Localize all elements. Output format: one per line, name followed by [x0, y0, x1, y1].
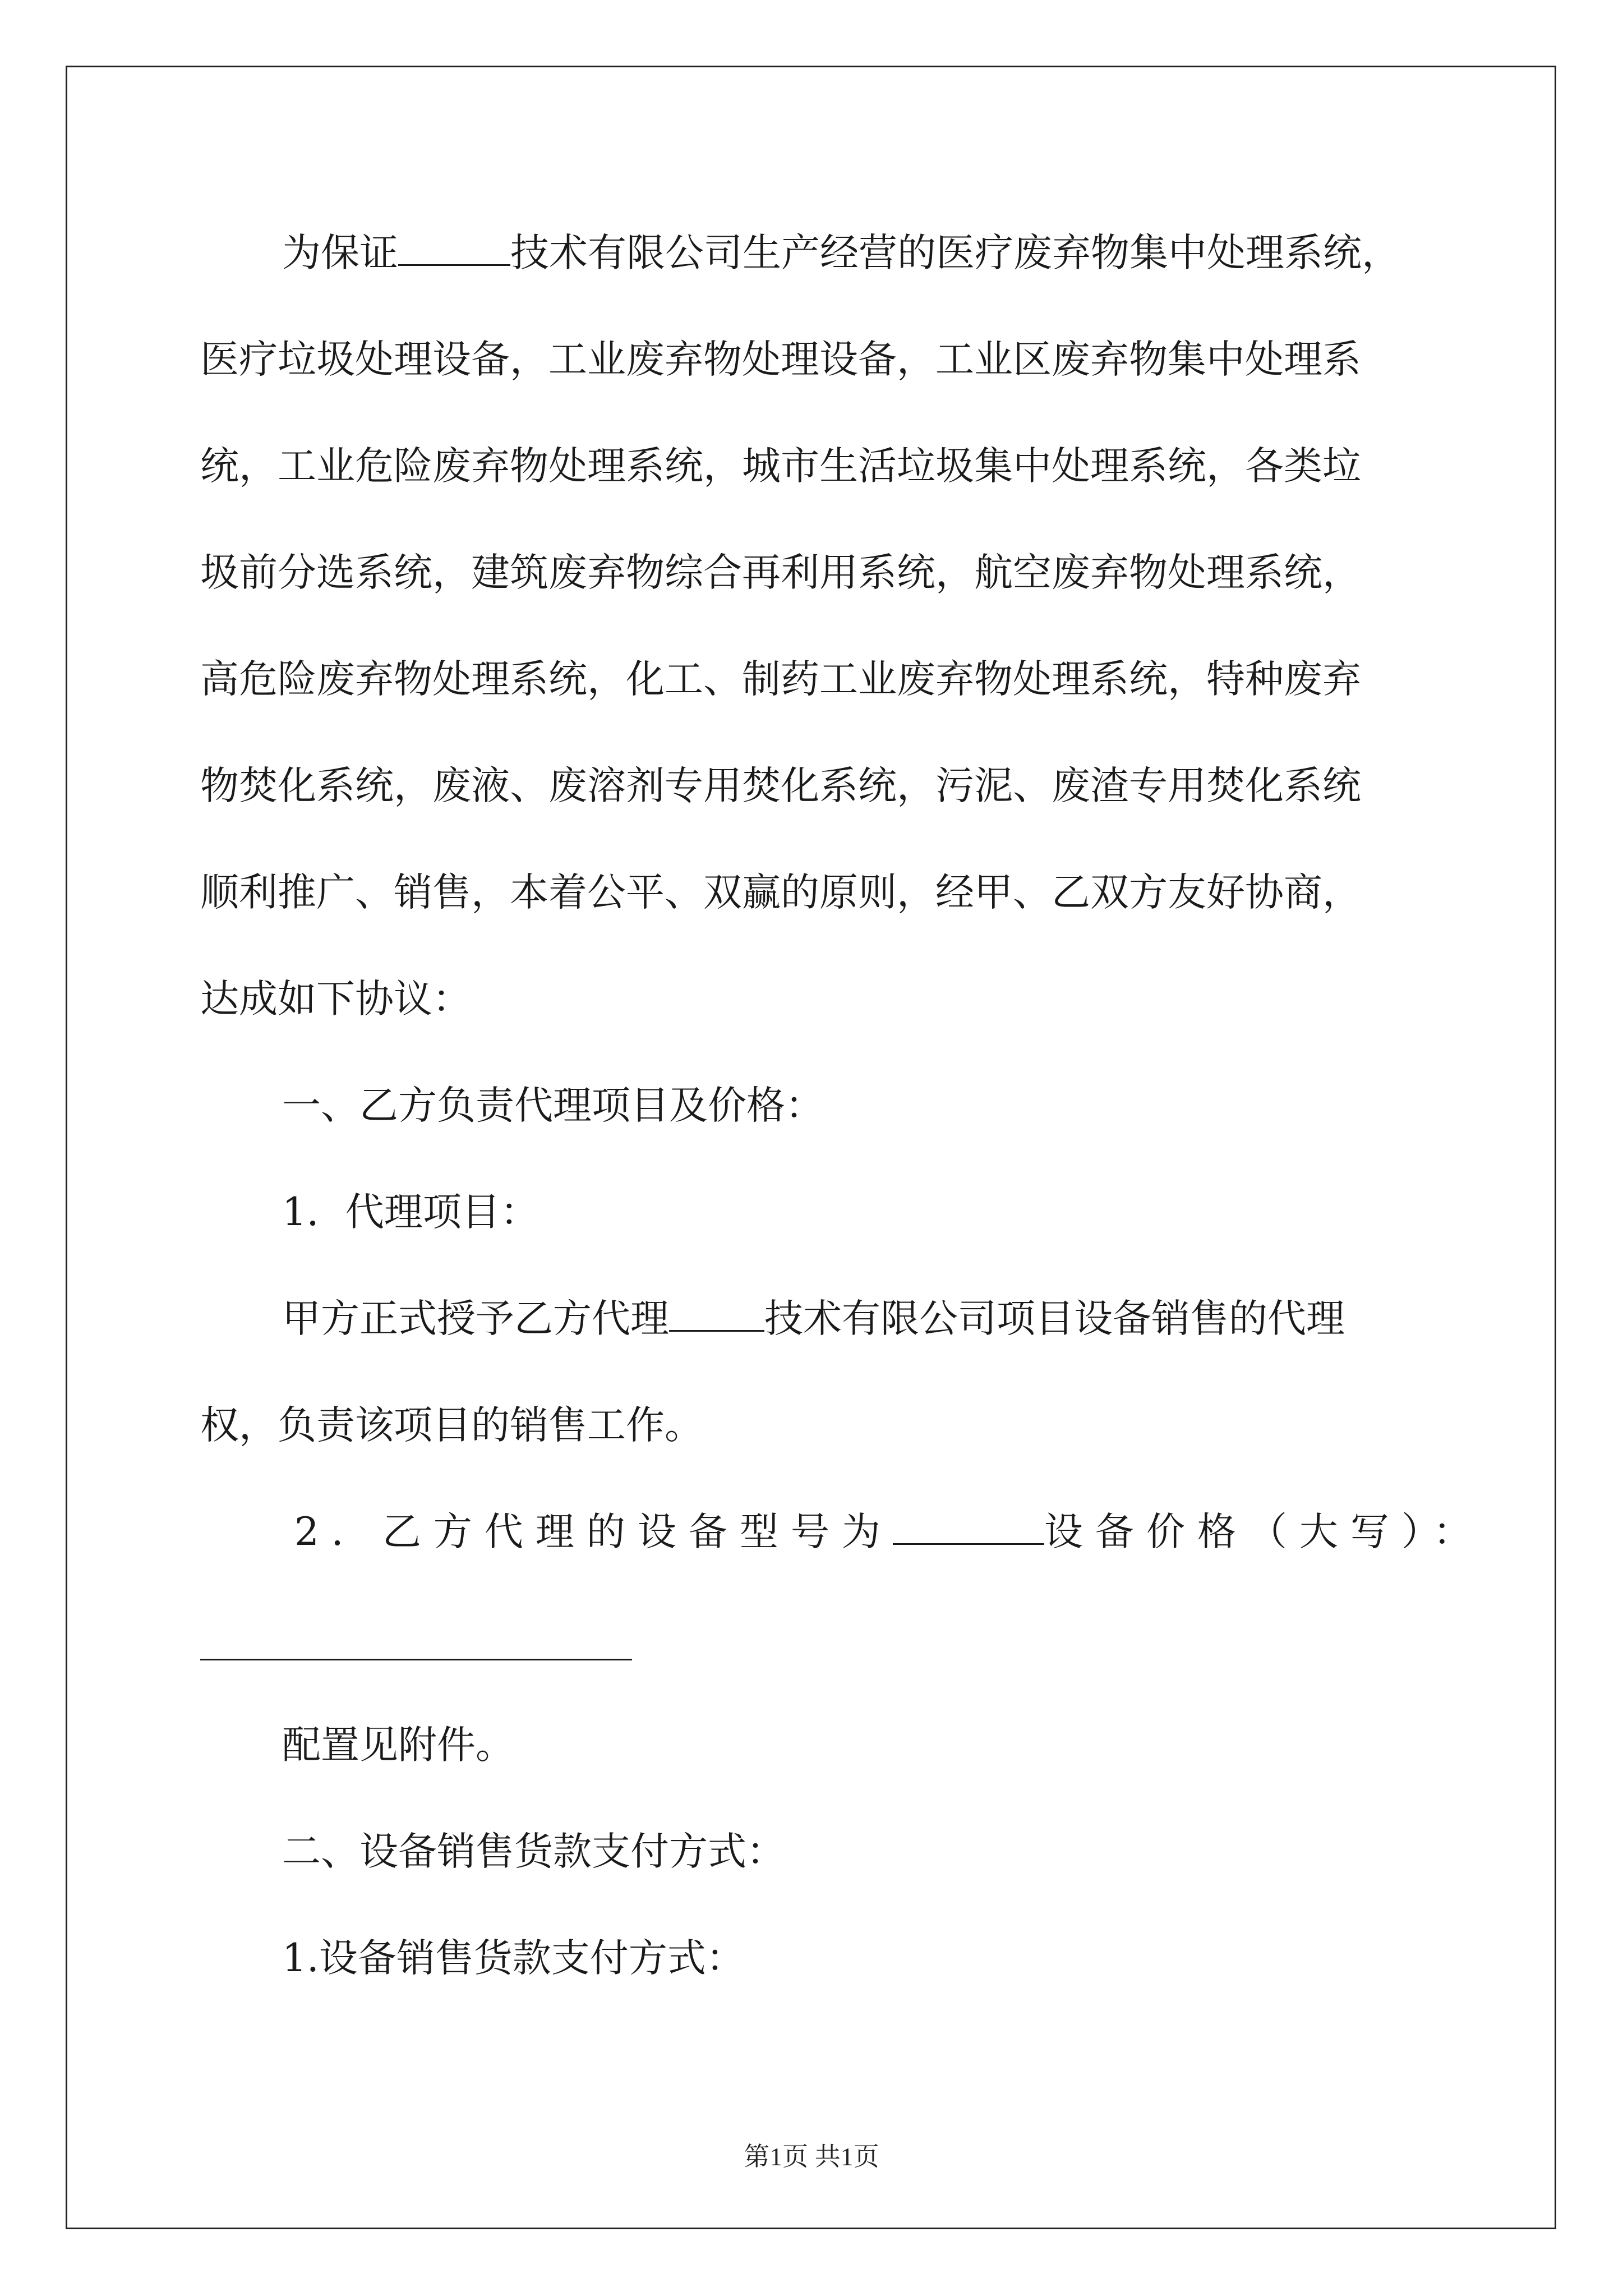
company-blank-2[interactable] [669, 1295, 764, 1332]
company-blank-1[interactable] [398, 229, 510, 266]
page-footer: 第1页 共1页 [744, 2142, 879, 2171]
intro-line-1 [282, 200, 1400, 306]
intro-line-1-b: 技术有限公司生产经营的医疗废弃物集中处理系统， [510, 231, 1400, 275]
intro-line-8: 达成如下协议： [200, 977, 471, 1022]
intro-line-6: 物焚化系统，废液、废溶剂专用焚化系统，污泥、废渣专用焚化系统 [200, 763, 1361, 808]
section-1-item-2 [294, 1479, 1484, 1585]
item-2-b: 设备价格（大写）： [1044, 1510, 1484, 1554]
intro-line-2: 医疗垃圾处理设备，工业废弃物处理设备，工业区废弃物集中处理系 [200, 337, 1361, 382]
section-1-item-1-body-cont: 权，负责该项目的销售工作。 [200, 1403, 703, 1448]
section-2-item-1-title: 1.设备销售货款支付方式： [282, 1936, 745, 1981]
section-1-config: 配置见附件。 [282, 1723, 514, 1768]
section-1-item-1-body [282, 1266, 1345, 1372]
section-2-heading: 二、设备销售货款支付方式： [282, 1829, 785, 1874]
intro-line-7: 顺利推广、销售，本着公平、双赢的原则，经甲、乙双方友好协商， [200, 870, 1361, 915]
item-1-body-b: 技术有限公司项目设备销售的代理 [764, 1296, 1345, 1341]
intro-line-5: 高危险废弃物处理系统，化工、制药工业废弃物处理系统，特种废弃 [200, 657, 1361, 702]
model-blank[interactable] [893, 1508, 1044, 1545]
item-1-body-a: 甲方正式授予乙方代理 [282, 1296, 669, 1341]
item-2-a: 2．乙方代理的设备型号为 [294, 1510, 893, 1554]
intro-line-3: 统，工业危险废弃物处理系统，城市生活垃圾集中处理系统，各类垃 [200, 444, 1361, 489]
price-blank[interactable] [200, 1659, 632, 1660]
intro-line-4: 圾前分选系统，建筑废弃物综合再利用系统，航空废弃物处理系统， [200, 550, 1361, 595]
intro-line-1-a: 为保证 [282, 231, 398, 275]
section-1-item-1-title: 1．代理项目： [282, 1190, 539, 1235]
section-1-heading: 一、乙方负责代理项目及价格： [282, 1083, 824, 1128]
